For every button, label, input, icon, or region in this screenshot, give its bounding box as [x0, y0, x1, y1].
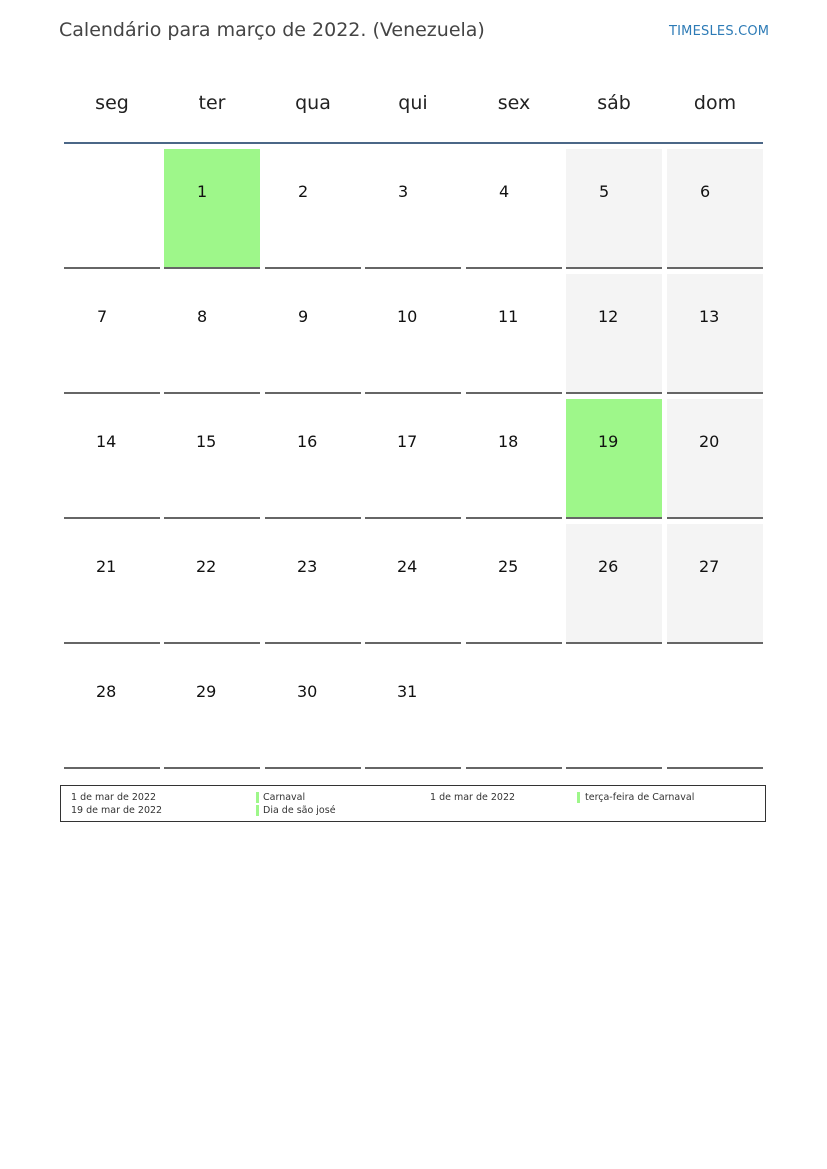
- day-number: 20: [699, 432, 720, 451]
- holiday-day-cell[interactable]: [164, 149, 260, 269]
- day-number: 28: [96, 682, 117, 701]
- holiday-day-cell[interactable]: [566, 399, 662, 519]
- day-number: 2: [298, 182, 309, 201]
- day-cell[interactable]: [365, 649, 461, 769]
- weekday-label: seg: [95, 92, 129, 114]
- weekday-label: sex: [497, 92, 531, 114]
- holiday-legend: [60, 785, 766, 822]
- day-cell[interactable]: [265, 649, 361, 769]
- empty-day-cell: [667, 649, 763, 769]
- day-cell[interactable]: [566, 524, 662, 644]
- day-number: 23: [297, 557, 318, 576]
- legend-holiday-name: terça-feira de Carnaval: [585, 792, 695, 803]
- empty-day-cell: [64, 149, 160, 269]
- holiday-color-marker: [577, 792, 580, 803]
- weekday-label: dom: [693, 92, 737, 114]
- day-number: 31: [397, 682, 418, 701]
- day-number: 25: [498, 557, 519, 576]
- weekday-label: sáb: [597, 92, 631, 114]
- day-cell[interactable]: [64, 524, 160, 644]
- day-cell[interactable]: [365, 274, 461, 394]
- day-cell[interactable]: [566, 274, 662, 394]
- day-cell[interactable]: [466, 524, 562, 644]
- legend-holiday-name: Dia de são josé: [263, 805, 336, 816]
- legend-date: 19 de mar de 2022: [71, 805, 163, 816]
- day-number: 15: [196, 432, 217, 451]
- day-number: 21: [96, 557, 117, 576]
- day-number: 27: [699, 557, 720, 576]
- header-divider: [64, 142, 763, 144]
- page-title: Calendário para março de 2022. (Venezuela): [59, 19, 485, 41]
- day-number: 11: [498, 307, 519, 326]
- day-cell[interactable]: [265, 149, 361, 269]
- day-number: 4: [499, 182, 510, 201]
- day-cell[interactable]: [667, 524, 763, 644]
- day-cell[interactable]: [164, 274, 260, 394]
- day-cell[interactable]: [365, 399, 461, 519]
- day-number: 19: [598, 432, 619, 451]
- day-cell[interactable]: [64, 649, 160, 769]
- day-cell[interactable]: [265, 524, 361, 644]
- day-cell[interactable]: [64, 399, 160, 519]
- weekday-label: qua: [295, 92, 331, 114]
- day-number: 26: [598, 557, 619, 576]
- day-number: 29: [196, 682, 217, 701]
- day-cell[interactable]: [164, 399, 260, 519]
- legend-date: 1 de mar de 2022: [71, 792, 157, 803]
- brand-link[interactable]: TIMESLES.COM: [669, 24, 770, 39]
- day-cell[interactable]: [265, 274, 361, 394]
- day-number: 1: [197, 182, 208, 201]
- day-number: 22: [196, 557, 217, 576]
- weekday-label: qui: [398, 92, 428, 114]
- day-cell[interactable]: [365, 524, 461, 644]
- day-cell[interactable]: [466, 149, 562, 269]
- empty-day-cell: [466, 649, 562, 769]
- day-number: 30: [297, 682, 318, 701]
- day-cell[interactable]: [365, 149, 461, 269]
- day-number: 5: [599, 182, 610, 201]
- day-cell[interactable]: [64, 274, 160, 394]
- day-number: 16: [297, 432, 318, 451]
- day-number: 10: [397, 307, 418, 326]
- day-number: 7: [97, 307, 108, 326]
- day-cell[interactable]: [164, 524, 260, 644]
- legend-date: 1 de mar de 2022: [430, 792, 516, 803]
- day-number: 9: [298, 307, 309, 326]
- holiday-color-marker: [256, 805, 259, 816]
- day-number: 8: [197, 307, 208, 326]
- empty-day-cell: [566, 649, 662, 769]
- day-number: 6: [700, 182, 711, 201]
- day-number: 13: [699, 307, 720, 326]
- day-cell[interactable]: [566, 149, 662, 269]
- legend-holiday-name: Carnaval: [263, 792, 306, 803]
- day-cell[interactable]: [164, 649, 260, 769]
- day-cell[interactable]: [667, 399, 763, 519]
- day-cell[interactable]: [667, 274, 763, 394]
- day-cell[interactable]: [466, 399, 562, 519]
- day-cell[interactable]: [265, 399, 361, 519]
- day-number: 3: [398, 182, 409, 201]
- day-number: 18: [498, 432, 519, 451]
- day-cell[interactable]: [667, 149, 763, 269]
- day-number: 17: [397, 432, 418, 451]
- day-cell[interactable]: [466, 274, 562, 394]
- day-number: 14: [96, 432, 117, 451]
- day-number: 24: [397, 557, 418, 576]
- day-number: 12: [598, 307, 619, 326]
- weekday-label: ter: [198, 92, 226, 114]
- holiday-color-marker: [256, 792, 259, 803]
